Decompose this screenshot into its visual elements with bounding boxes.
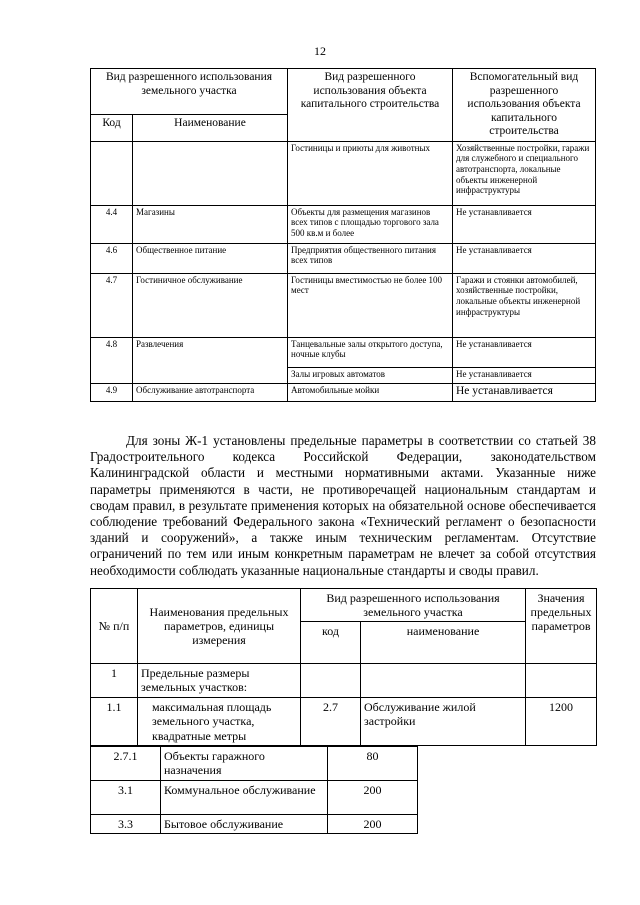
row-num: 1: [91, 664, 138, 698]
row-name: Магазины: [133, 205, 288, 243]
row-name: Коммунальное обслуживание: [161, 781, 328, 815]
row-capital: Предприятия общественного питания всех типов: [288, 243, 453, 273]
table-row: [91, 337, 596, 367]
row-value: 1200: [526, 698, 597, 745]
page-number: 12: [314, 44, 326, 58]
row-code: 3.1: [91, 781, 161, 815]
row-name: Объекты гаражного назначения: [161, 747, 328, 781]
header-aux-use: Вспомогательный вид разрешенного использования объекта капитального строительства: [453, 69, 596, 142]
table-row: [91, 664, 597, 698]
permitted-use-table: [90, 68, 596, 402]
row-value: [526, 664, 597, 698]
row-name: [133, 141, 288, 205]
header-name: Наименование: [133, 115, 288, 142]
row-code: [301, 664, 361, 698]
table-row: [91, 815, 418, 834]
row-value: 80: [328, 747, 418, 781]
row-capital: Гостиницы и приюты для животных: [288, 141, 453, 205]
table-row: [91, 141, 596, 205]
table-row: [91, 781, 418, 815]
row-name: Обслуживание жилой застройки: [361, 698, 526, 745]
row-param: Предельные размеры земельных участков:: [138, 664, 301, 698]
row-code: 4.4: [91, 205, 133, 243]
table-row: [91, 243, 596, 273]
row-code: 4.7: [91, 273, 133, 337]
row-name: Бытовое обслуживание: [161, 815, 328, 834]
table-row: [91, 273, 596, 337]
row-aux: Не устанавливается: [453, 383, 596, 401]
table-row: [91, 383, 596, 401]
header-value: Значения предельных параметров: [526, 589, 597, 664]
table-row: [91, 698, 597, 745]
row-param: максимальная площадь земельного участка, квадратные метры: [138, 698, 301, 745]
header-capital-use: Вид разрешенного использования объекта капитального строительства: [288, 69, 453, 142]
row-value: 200: [328, 815, 418, 834]
row-capital: Танцевальные залы открытого доступа, ночные клубы: [288, 337, 453, 367]
row-name: Развлечения: [133, 337, 288, 383]
header-code: код: [301, 622, 361, 664]
row-aux: Хозяйственные постройки, гаражи для служебного и специального автотранспорта, локальные объекты инженерной инфраструктуры: [453, 141, 596, 205]
row-num: 1.1: [91, 698, 138, 745]
row-capital: Автомобильные мойки: [288, 383, 453, 401]
row-code: 4.8: [91, 337, 133, 383]
row-capital: Гостиницы вместимостью не более 100 мест: [288, 273, 453, 337]
row-code: 4.9: [91, 383, 133, 401]
row-name: [361, 664, 526, 698]
row-aux: Не устанавливается: [453, 243, 596, 273]
header-land-use-group: Вид разрешенного использования земельного участка: [301, 589, 526, 622]
row-code: 4.6: [91, 243, 133, 273]
table-row: [91, 747, 418, 781]
use-values-table: [90, 746, 418, 834]
row-aux: Не устанавливается: [453, 337, 596, 367]
limit-parameters-table: [90, 588, 597, 746]
row-name: Общественное питание: [133, 243, 288, 273]
zone-parameters-paragraph: Для зоны Ж-1 установлены предельные параметры в соответствии со статьей 38 Градостроительного кодекса Российской Федерации, законодательством Калининградской области и местными нормативными актами. Указанные ниже параметры применяются в части, не противоречащей национальным стандартам и сводам правил, в результате применения которых на обязательной основе обеспечивается соблюдение требований Федерального закона «Технический регламент о безопасности зданий и сооружений», а также иным техническим регламентам. Отсутствие ограничений по тем или иным конкретным параметрам не влечет за собой отсутствия необходимости соблюдать указанные национальные стандарты и своды правил.: [90, 433, 596, 578]
row-value: 200: [328, 781, 418, 815]
row-code: 3.3: [91, 815, 161, 834]
header-num: № п/п: [91, 589, 138, 664]
row-aux: Не устанавливается: [453, 367, 596, 383]
row-aux: Гаражи и стоянки автомобилей, хозяйственные постройки, локальные объекты инженерной инфраструктуры: [453, 273, 596, 337]
header-name: наименование: [361, 622, 526, 664]
header-land-use: Вид разрешенного использования земельного участка: [91, 69, 288, 115]
table-row: [91, 205, 596, 243]
row-code: 2.7: [301, 698, 361, 745]
row-capital: Залы игровых автоматов: [288, 367, 453, 383]
row-aux: Не устанавливается: [453, 205, 596, 243]
row-code: 2.7.1: [91, 747, 161, 781]
header-code: Код: [91, 115, 133, 142]
row-capital: Объекты для размещения магазинов всех типов с площадью торгового зала 500 кв.м и более: [288, 205, 453, 243]
row-code: [91, 141, 133, 205]
row-name: Гостиничное обслуживание: [133, 273, 288, 337]
row-name: Обслуживание автотранспорта: [133, 383, 288, 401]
header-param-names: Наименования предельных параметров, единицы измерения: [138, 589, 301, 664]
